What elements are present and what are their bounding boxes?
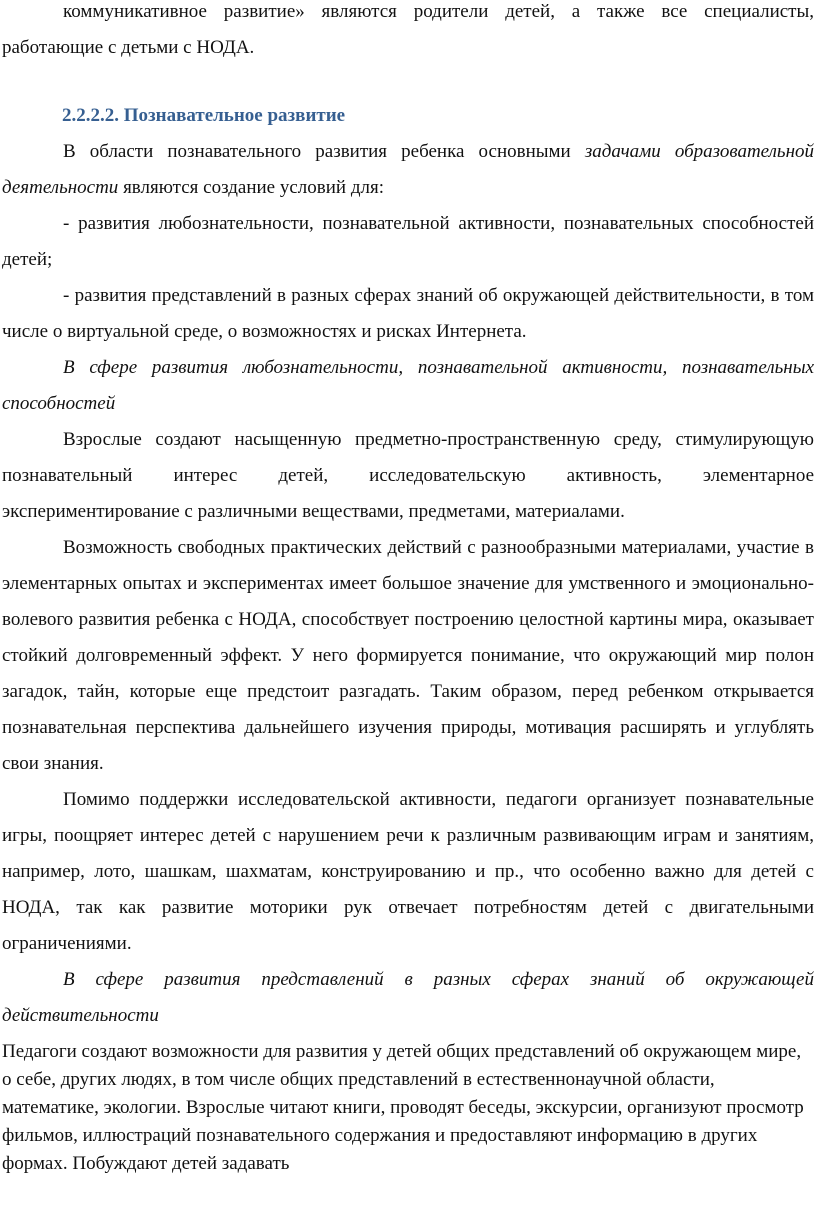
paragraph-games: Помимо поддержки исследовательской активности, педагоги организует познавательные игры, поощряет интерес детей с нарушением речи к различным развивающим играм и занятиям, например, лото, шашкам, шахматам, конструированию и пр., что особенно важно для детей с НОДА, так как развитие моторики рук отвечает потребностям детей с двигательными ограничениями. <box>2 789 814 954</box>
subheading-curiosity: В сфере развития любознательности, познавательной активности, познавательных способностей <box>2 357 814 414</box>
paragraph-environment: Взрослые создают насыщенную предметно-пространственную среду, стимулирующую познавательный интерес детей, исследовательскую активность, элементарное экспериментирование с различными веществами, предметами, материалами. <box>2 429 814 522</box>
list-item: - развития любознательности, познавательной активности, познавательных способностей детей; <box>2 213 814 270</box>
paragraph-representations: Педагоги создают возможности для развития у детей общих представлений об окружающем мире, о себе, других людях, в том числе общих представлений в естественнонаучной области, математике, экологии. Взрослые читают книги, проводят беседы, экскурсии, организуют просмотр фильмов, иллюстраций познавательного содержания и предоставляют информацию в других формах. Побуждают детей задавать <box>2 1041 804 1174</box>
tasks-lead: В области познавательного развития ребенка основными <box>63 141 585 162</box>
subheading-knowledge: В сфере развития представлений в разных сферах знаний об окружающей действительности <box>2 969 814 1026</box>
paragraph-practical-actions: Возможность свободных практических действий с разнообразными материалами, участие в элементарных опытах и экспериментах имеет большое значение для умственного и эмоционально-волевого развития ребенка с НОДА, способствует построению целостной картины мира, оказывает стойкий долговременный эффект. У него формируется понимание, что окружающий мир полон загадок, тайн, которые еще предстоит разгадать. Таким образом, перед ребенком открывается познавательная перспектива дальнейшего изучения природы, мотивация расширять и углублять свои знания. <box>2 537 814 774</box>
intro-paragraph: коммуникативное развитие» являются родители детей, а также все специалисты, работающие с детьми с НОДА. <box>2 1 814 58</box>
list-item: - развития представлений в разных сферах знаний об окружающей действительности, в том числе о виртуальной среде, о возможностях и рисках Интернета. <box>2 285 814 342</box>
section-heading: 2.2.2.2. Познавательное развитие <box>62 105 346 126</box>
tasks-paragraph <box>0 134 816 206</box>
tasks-emphasis: задачами образовательной деятельности <box>2 141 815 198</box>
tasks-tail: являются создание условий для: <box>118 177 384 198</box>
